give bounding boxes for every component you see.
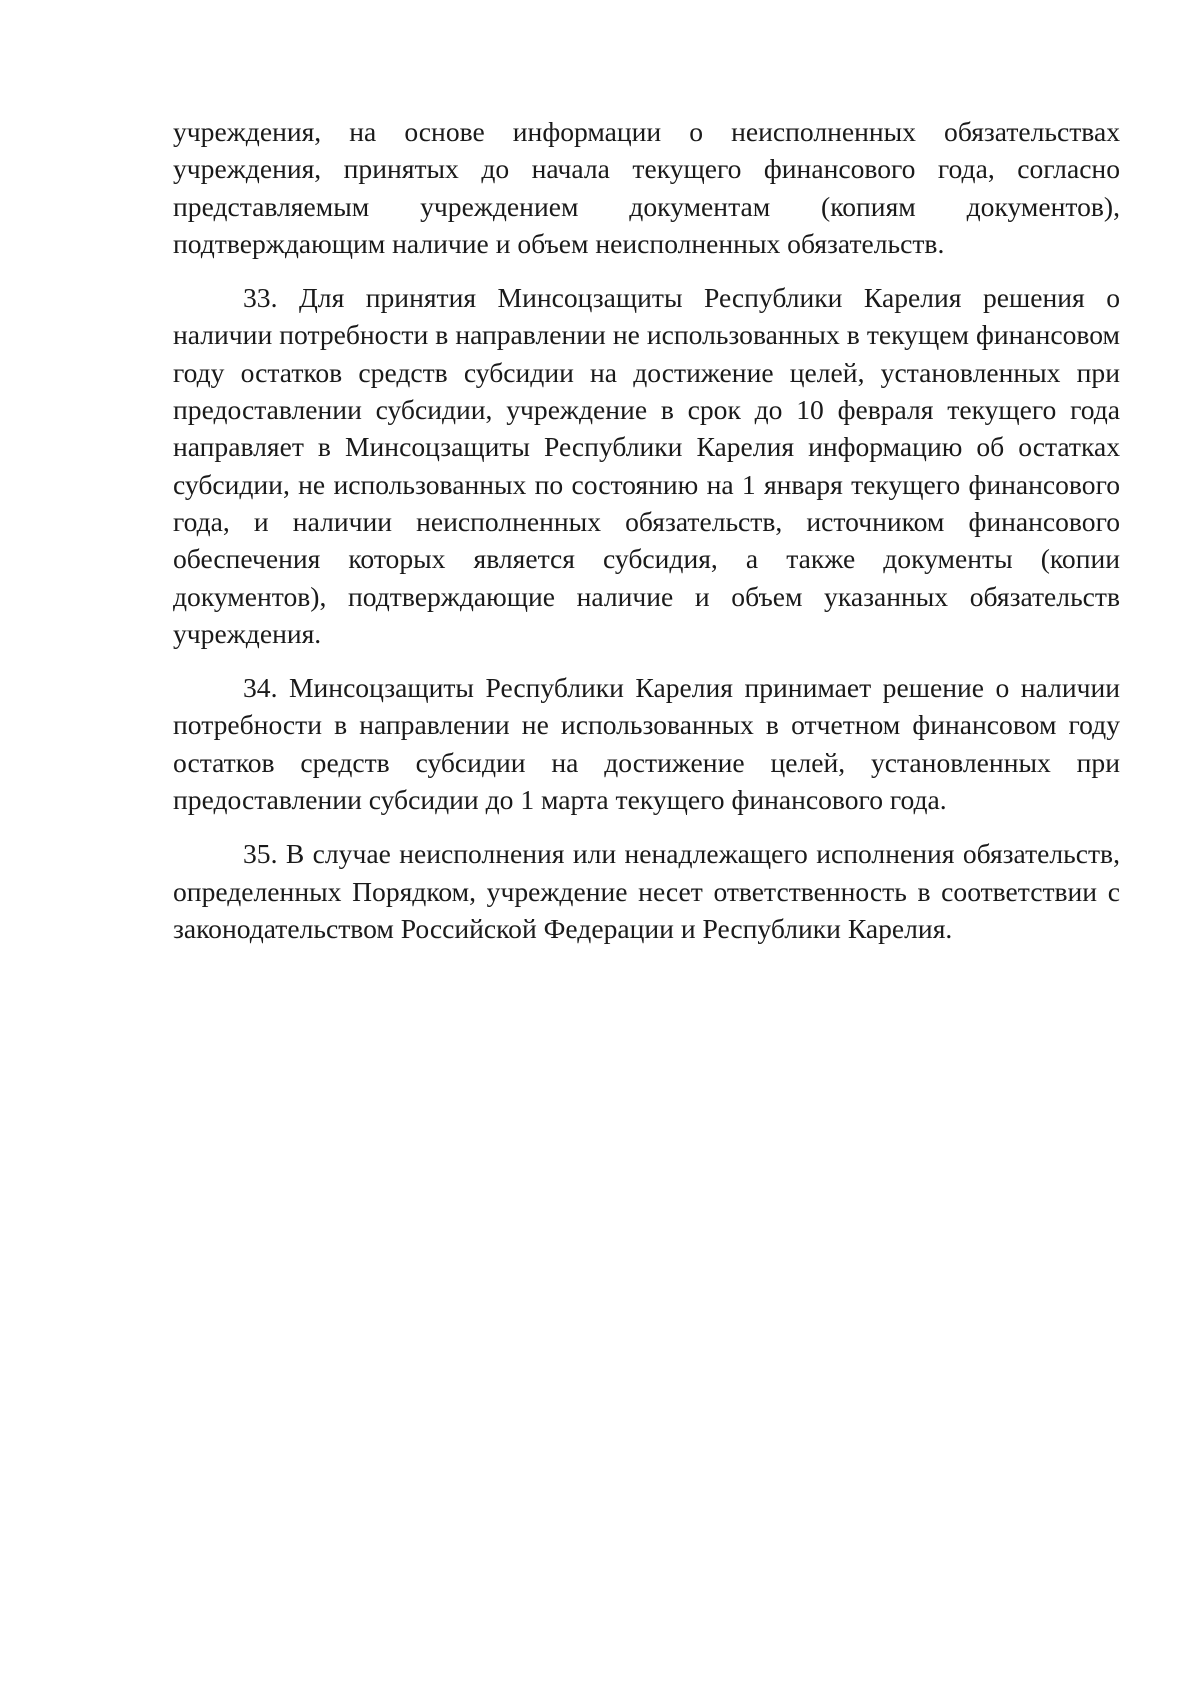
paragraph-35: 35. В случае неисполнения или ненадлежащего исполнения обязательств, определенных Порядком, учреждение несет ответственность в соответствии с законодательством Российской Федерации и Республики Карелия. — [173, 838, 1120, 944]
paragraph-33: 33. Для принятия Минсоцзащиты Республики Карелия решения о наличии потребности в направлении не использованных в текущем финансовом году остатков средств субсидии на достижение целей, установленных при предоставлении субсидии, учреждение в срок до 10 февраля текущего года направляет в Минсоцзащиты Республики Карелия информацию об остатках субсидии, не использованных по состоянию на 1 января текущего финансового года, и наличии неисполненных обязательств, источником финансового обеспечения которых является субсидия, а также документы (копии документов), подтверждающие наличие и объем указанных обязательств учреждения. — [173, 282, 1120, 649]
document-body — [173, 113, 1120, 964]
paragraph-34: 34. Минсоцзащиты Республики Карелия принимает решение о наличии потребности в направлении не использованных в отчетном финансовом году остатков средств субсидии на достижение целей, установленных при предоставлении субсидии до 1 марта текущего финансового года. — [173, 672, 1120, 816]
paragraph-continuation: учреждения, на основе информации о неисполненных обязательствах учреждения, принятых до начала текущего финансового года, согласно представляемым учреждением документам (копиям документов), подтверждающим наличие и объем неисполненных обязательств. — [173, 116, 1120, 259]
